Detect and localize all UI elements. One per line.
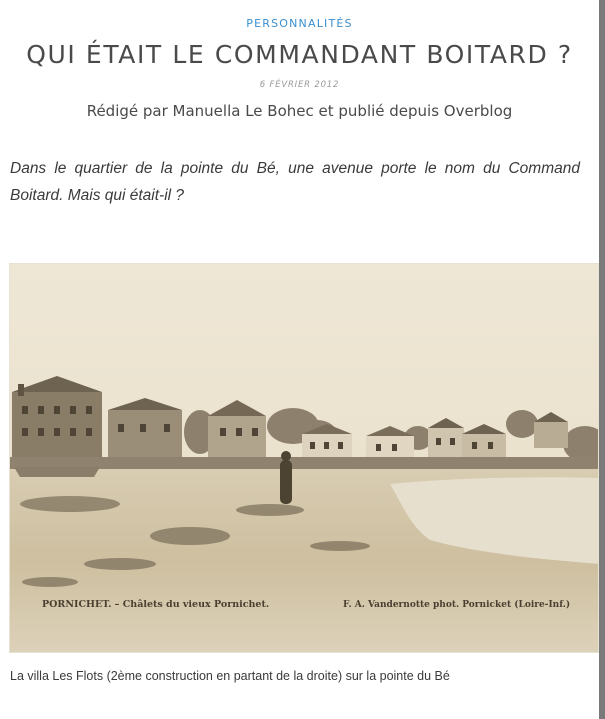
postcard-left-text: PORNICHET. – Châlets du vieux Pornichet. xyxy=(42,599,270,610)
category-label xyxy=(0,17,599,30)
article-date: 6 FÉVRIER 2012 xyxy=(259,80,340,90)
article-byline: Rédigé par Manuella Le Bohec et publié depuis Overblog xyxy=(86,102,513,120)
category-link[interactable]: PERSONNALITÉS xyxy=(246,17,353,30)
article-title: QUI ÉTAIT LE COMMANDANT BOITARD ? xyxy=(26,40,573,69)
image-caption: La villa Les Flots (2ème construction en partant de la droite) sur la pointe du Bé xyxy=(10,669,450,683)
scrollbar-edge[interactable] xyxy=(599,0,605,719)
article-intro: Dans le quartier de la pointe du Bé, une avenue porte le nom du Command Boitard. Mais qui était-il ? xyxy=(10,160,580,204)
postcard-image xyxy=(10,264,599,653)
postcard-photo[interactable] xyxy=(9,263,599,653)
postcard-right-text: F. A. Vandernotte phot. Pornicket (Loire-Inf.) xyxy=(343,600,571,610)
